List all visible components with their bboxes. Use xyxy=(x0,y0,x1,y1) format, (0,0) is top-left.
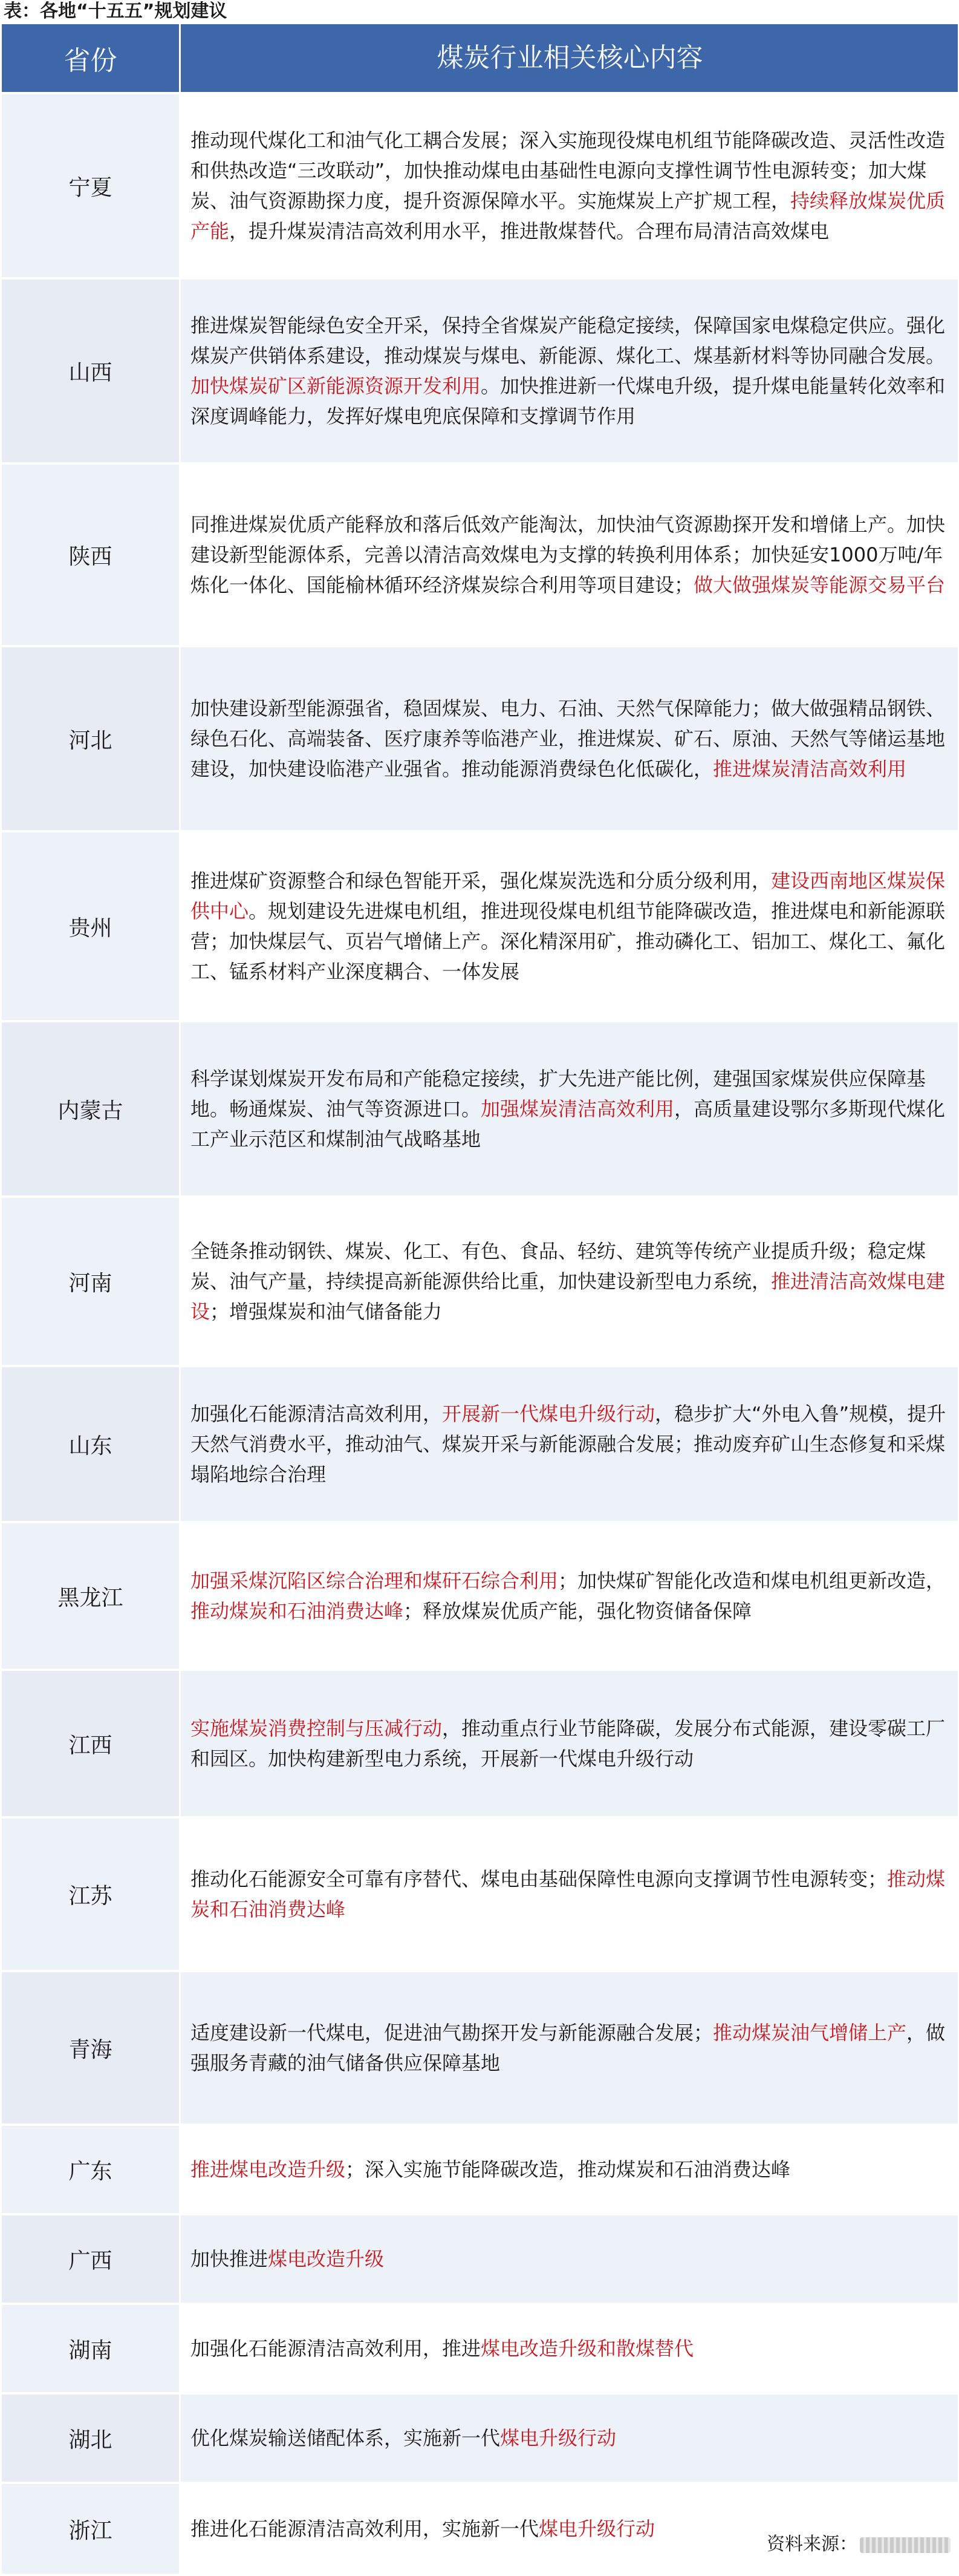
content-cell xyxy=(181,2484,958,2574)
highlight-text: 加强采煤沉陷区综合治理和煤矸石综合利用 xyxy=(190,1569,559,1592)
content-cell xyxy=(181,1671,958,1816)
content-text: 加快推进 xyxy=(190,2247,268,2270)
source-label: 资料来源： xyxy=(767,2534,857,2555)
highlight-text: 煤电改造升级和散煤替代 xyxy=(481,2337,694,2360)
content-text: ，推动重点行业节能降碳，发展分布式能源，建设零碳工厂和园区。加快构建新型电力系统，开展新一代煤电升级行动 xyxy=(190,1717,946,1770)
table-row xyxy=(2,1022,958,1198)
province-cell: 山东 xyxy=(2,1367,181,1521)
highlight-text: 建设西南地区煤炭保供中心 xyxy=(190,869,946,923)
province-cell: 广东 xyxy=(2,2126,181,2213)
content-text: 。加快推进新一代煤电升级，提升煤电能量转化效率和深度调峰能力，发挥好煤电兜底保障和支撑调节作用 xyxy=(190,374,946,428)
content-text: 加强化石能源清洁高效利用，推进 xyxy=(190,2337,481,2360)
table-caption: 表：各地“十五五”规划建议 xyxy=(4,1,227,22)
content-text: 全链条推动钢铁、煤炭、化工、有色、食品、轻纺、建筑等传统产业提质升级；稳定煤炭、油气产量，持续提高新能源供给比重，加快建设新型电力系统， xyxy=(190,1240,926,1293)
content-text: 推动现代煤化工和油气化工耦合发展；深入实施现役煤电机组节能降碳改造、灵活性改造和供热改造“三改联动”，加快推动煤电由基础性电源向支撑性调节性电源转变；加大煤炭、油气资源勘探力度，提升资源保障水平。实施煤炭上产扩规工程， xyxy=(190,129,946,212)
highlight-text: 推动煤炭和石油消费达峰 xyxy=(190,1600,404,1623)
content-cell xyxy=(181,465,958,645)
province-cell: 河北 xyxy=(2,647,181,830)
province-cell: 山西 xyxy=(2,280,181,462)
highlight-text: 推进煤电改造升级 xyxy=(190,2158,346,2181)
content-text: ，稳步扩大“外电入鲁”规模，提升天然气消费水平，推动油气、煤炭开采与新能源融合发展；推动废弃矿山生态修复和采煤塌陷地综合治理 xyxy=(190,1402,946,1486)
content-text: 推进煤矿资源整合和绿色智能开采，强化煤炭洗选和分质分级利用， xyxy=(190,869,772,892)
table-row xyxy=(2,1972,958,2126)
source-note xyxy=(767,2532,951,2557)
content-text: 推进煤炭智能绿色安全开采，保持全省煤炭产能稳定接续，保障国家电煤稳定供应。强化煤炭产供销体系建设，推动煤炭与煤电、新能源、煤化工、煤基新材料等协同融合发展。 xyxy=(190,314,946,367)
content-cell xyxy=(181,647,958,830)
header-content: 煤炭行业相关核心内容 xyxy=(437,42,703,73)
content-text: 推动化石能源安全可靠有序替代、煤电由基础保障性电源向支撑调节性电源转变； xyxy=(190,1868,888,1891)
highlight-text: 开展新一代煤电升级行动 xyxy=(442,1402,655,1425)
content-text: ；加快煤矿智能化改造和煤电机组更新改造， xyxy=(558,1569,946,1592)
table-row xyxy=(2,2484,958,2576)
content-text: 推进化石能源清洁高效利用，实施新一代 xyxy=(190,2517,539,2540)
table-row xyxy=(2,832,958,1022)
province-cell: 湖北 xyxy=(2,2395,181,2482)
table-row xyxy=(2,2126,958,2215)
content-cell xyxy=(181,832,958,1020)
province-cell: 宁夏 xyxy=(2,94,181,277)
province-cell: 青海 xyxy=(2,1972,181,2123)
table-row xyxy=(2,2395,958,2484)
table-row xyxy=(2,647,958,832)
content-cell xyxy=(181,1367,958,1521)
content-text: 优化煤炭输送储配体系，实施新一代 xyxy=(190,2427,501,2450)
province-cell: 内蒙古 xyxy=(2,1022,181,1195)
highlight-text: 加快煤炭矿区新能源资源开发利用 xyxy=(190,374,481,397)
content-cell xyxy=(181,2395,958,2482)
content-text: ；深入实施节能降碳改造，推动煤炭和石油消费达峰 xyxy=(345,2158,791,2181)
province-cell: 陕西 xyxy=(2,465,181,645)
highlight-text: 推进清洁高效煤电建设 xyxy=(190,1270,946,1323)
province-cell: 河南 xyxy=(2,1198,181,1365)
highlight-text: 推动煤炭油气增储上产 xyxy=(713,2021,907,2044)
table-row xyxy=(2,94,958,280)
highlight-text: 持续释放煤炭优质产能 xyxy=(190,189,946,243)
content-cell xyxy=(181,1198,958,1365)
content-cell xyxy=(181,1819,958,1970)
province-cell: 江西 xyxy=(2,1671,181,1816)
highlight-text: 推动煤炭和石油消费达峰 xyxy=(190,1868,946,1921)
table-row xyxy=(2,1523,958,1671)
province-cell: 湖南 xyxy=(2,2305,181,2392)
content-text: ，高质量建设鄂尔多斯现代煤化工产业示范区和煤制油气战略基地 xyxy=(190,1097,946,1151)
highlight-text: 煤电升级行动 xyxy=(500,2427,617,2450)
table-row xyxy=(2,1198,958,1367)
table-row xyxy=(2,1367,958,1523)
source-redacted xyxy=(860,2537,951,2553)
table-row xyxy=(2,2305,958,2395)
province-cell: 广西 xyxy=(2,2215,181,2303)
table-header-row xyxy=(2,24,958,94)
table-row xyxy=(2,465,958,647)
content-text: ；增强煤炭和油气储备能力 xyxy=(210,1300,443,1323)
content-cell xyxy=(181,1022,958,1195)
content-cell xyxy=(181,2126,958,2213)
table-row xyxy=(2,1819,958,1972)
highlight-text: 实施煤炭消费控制与压减行动 xyxy=(190,1717,443,1740)
highlight-text: 做大做强煤炭等能源交易平台 xyxy=(694,574,946,597)
content-text: 科学谋划煤炭开发布局和产能稳定接续，扩大先进产能比例，建强国家煤炭供应保障基地。畅通煤炭、油气等资源进口。 xyxy=(190,1067,926,1120)
table-row xyxy=(2,1671,958,1819)
province-cell: 贵州 xyxy=(2,832,181,1020)
content-cell xyxy=(181,94,958,277)
content-text: 。规划建设先进煤电机组，推进现役煤电机组节能降碳改造，推进煤电和新能源联营；加快煤层气、页岩气增储上产。深化精深用矿，推动磷化工、铝加工、煤化工、氟化工、锰系材料产业深度耦合、一体发展 xyxy=(190,900,946,983)
content-cell xyxy=(181,2215,958,2303)
highlight-text: 煤电升级行动 xyxy=(539,2517,655,2540)
content-text: 同推进煤炭优质产能释放和落后低效产能淘汰，加快油气资源勘探开发和增储上产。加快建设新型能源体系，完善以清洁高效煤电为支撑的转换利用体系；加快延安1000万吨/年炼化一体化、国能榆林循环经济煤炭综合利用等项目建设； xyxy=(190,513,946,597)
content-cell xyxy=(181,1972,958,2123)
content-text: 加强化石能源清洁高效利用， xyxy=(190,1402,443,1425)
table-row xyxy=(2,280,958,465)
highlight-text: 加强煤炭清洁高效利用 xyxy=(481,1097,675,1120)
header-province: 省份 xyxy=(2,24,181,92)
planning-table xyxy=(2,24,958,2576)
content-cell xyxy=(181,280,958,462)
province-cell: 浙江 xyxy=(2,2484,181,2574)
content-cell xyxy=(181,1523,958,1669)
content-text: ，提升煤炭清洁高效利用水平，推进散煤替代。合理布局清洁高效煤电 xyxy=(229,220,830,243)
content-text: ；释放煤炭优质产能，强化物资储备保障 xyxy=(403,1600,752,1623)
content-cell xyxy=(181,2305,958,2392)
content-text: 适度建设新一代煤电，促进油气勘探开发与新能源融合发展； xyxy=(190,2021,714,2044)
province-cell: 黑龙江 xyxy=(2,1523,181,1669)
province-cell: 江苏 xyxy=(2,1819,181,1970)
highlight-text: 煤电改造升级 xyxy=(268,2247,385,2270)
content-text: ，做强服务青藏的油气储备供应保障基地 xyxy=(190,2021,946,2074)
table-row xyxy=(2,2215,958,2305)
content-text: 加快建设新型能源强省，稳固煤炭、电力、石油、天然气保障能力；做大做强精品钢铁、绿色石化、高端装备、医疗康养等临港产业，推进煤炭、矿石、原油、天然气等储运基地建设，加快建设临港产业强省。推动能源消费绿色化低碳化， xyxy=(190,697,946,780)
highlight-text: 推进煤炭清洁高效利用 xyxy=(713,757,907,780)
